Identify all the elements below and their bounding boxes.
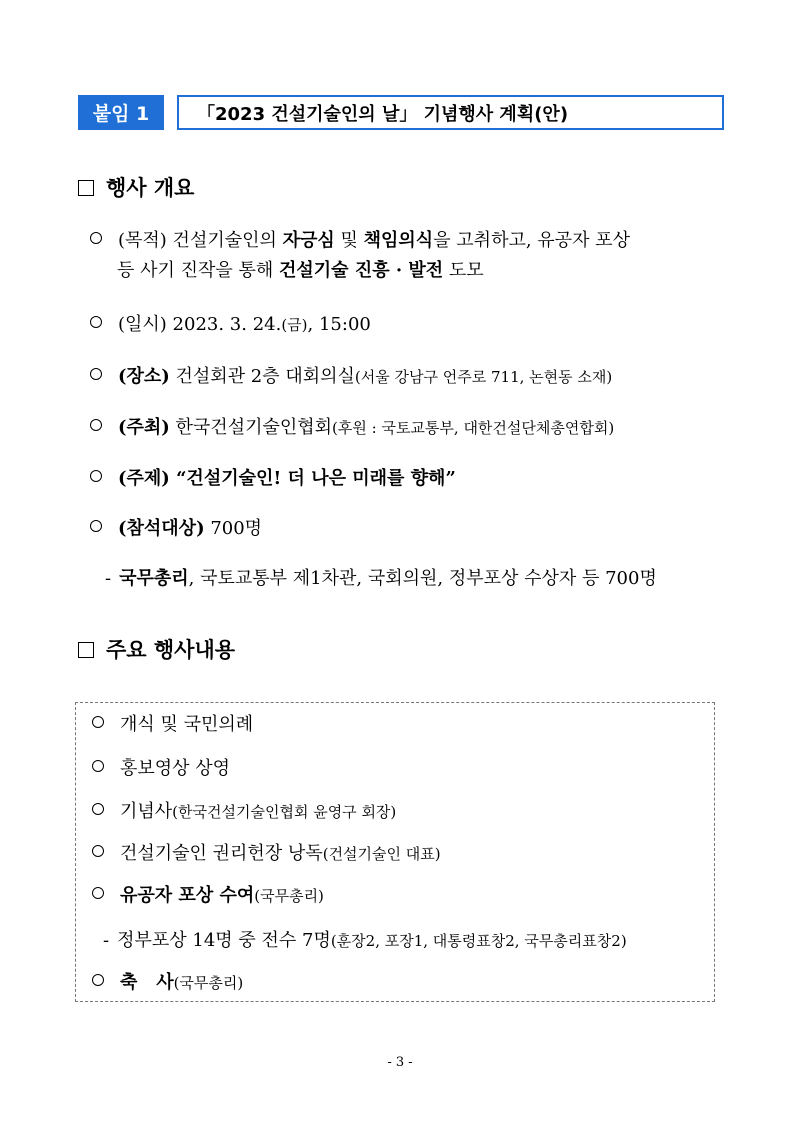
item-date (90, 310, 371, 336)
date-value: 2023. 3. 24. (166, 314, 282, 335)
date-label: (일시) (118, 314, 167, 335)
item-place (90, 362, 612, 388)
event-detail: (국무총리) (254, 887, 324, 905)
circle-bullet-icon (90, 520, 102, 532)
attendees-pm: 국무총리 (119, 568, 189, 589)
purpose-text: 및 (334, 230, 364, 251)
circle-bullet-icon (92, 974, 104, 986)
purpose-bold-responsibility: 책임의식 (363, 230, 434, 251)
item-host (90, 413, 614, 439)
page-number: - 3 - (387, 1055, 413, 1070)
item-attendees-detail: - 국무총리, 국토교통부 제1차관, 국회의원, 정부포상 수상자 등 700명 (105, 568, 657, 589)
place-detail: (서울 강남구 언주로 711, 논현동 소재) (354, 368, 613, 386)
host-detail: (후원 : 국토교통부, 대한건설단체총연합회) (332, 419, 615, 437)
event-item-charter (92, 839, 441, 865)
event-text: 기념사 (120, 801, 173, 822)
item-theme (90, 464, 456, 490)
purpose-text: 도모 (443, 260, 484, 281)
event-detail: (한국건설기술인협회 윤영구 회장) (172, 803, 397, 821)
event-text-bold: 유공자 포상 수여 (120, 885, 255, 906)
purpose-label: (목적) (118, 230, 167, 251)
circle-bullet-icon (92, 845, 104, 857)
event-item-opening (92, 710, 253, 736)
event-text: 건설기술인 권리헌장 낭독 (120, 843, 323, 864)
circle-bullet-icon (90, 419, 102, 431)
circle-bullet-icon (90, 368, 102, 380)
event-text: 정부포상 14명 중 전수 7명 (117, 930, 331, 951)
section1-title: 행사 개요 (106, 176, 195, 200)
section-heading-events (78, 634, 235, 664)
attendees-rest: , 국토교통부 제1차관, 국회의원, 정부포상 수상자 등 700명 (188, 568, 657, 589)
purpose-bold-pride: 자긍심 (282, 230, 335, 251)
event-item-video (92, 754, 230, 780)
circle-bullet-icon (92, 716, 104, 728)
circle-bullet-icon (90, 316, 102, 328)
circle-bullet-icon (92, 887, 104, 899)
circle-bullet-icon (90, 232, 102, 244)
event-item-awards-detail: - 정부포상 14명 중 전수 7명(훈장2, 포장1, 대통령표창2, 국무총리표창2) (103, 930, 627, 951)
host-value: 한국건설기술인협회 (169, 417, 333, 438)
event-text: 홍보영상 상영 (120, 758, 231, 779)
place-label: (장소) (118, 366, 170, 387)
place-value: 건설회관 2층 대회의실 (169, 366, 355, 387)
purpose-text: 등 사기 진작을 통해 (117, 260, 279, 281)
event-item-awards (92, 881, 324, 907)
checkbox-square-icon (78, 180, 94, 196)
event-item-speech (92, 797, 396, 823)
purpose-text: 을 고취하고, 유공자 포상 (433, 230, 630, 251)
event-text: 개식 및 국민의례 (120, 714, 254, 735)
event-item-congrats (92, 968, 243, 994)
event-detail: (국무총리) (173, 974, 244, 992)
purpose-text: 건설기술인의 (166, 230, 283, 251)
host-label: (주최) (118, 417, 170, 438)
section2-title: 주요 행사내용 (106, 638, 236, 662)
theme-label: (주제) (118, 468, 170, 489)
event-text-bold: 축 사 (120, 972, 174, 993)
item-purpose (90, 226, 630, 252)
purpose-bold-promotion: 건설기술 진흥 · 발전 (279, 260, 444, 281)
circle-bullet-icon (90, 470, 102, 482)
circle-bullet-icon (92, 760, 104, 772)
checkbox-square-icon (78, 642, 94, 658)
attachment-tag: 붙임 1 (78, 95, 164, 130)
document-title: 「2023 건설기술인의 날」 기념행사 계획(안) (177, 95, 724, 130)
item-purpose-line2 (117, 256, 484, 282)
attendees-label: (참석대상) (118, 518, 205, 539)
event-detail: (건설기술인 대표) (322, 845, 441, 863)
item-attendees (90, 514, 262, 540)
event-detail: (훈장2, 포장1, 대통령표창2, 국무총리표창2) (330, 932, 627, 950)
theme-value: “건설기술인! 더 나은 미래를 향해” (169, 468, 456, 489)
circle-bullet-icon (92, 803, 104, 815)
date-day: (금) (281, 316, 308, 334)
section-heading-overview (78, 172, 194, 202)
date-time: , 15:00 (307, 314, 371, 335)
attendees-value: 700명 (204, 518, 263, 539)
